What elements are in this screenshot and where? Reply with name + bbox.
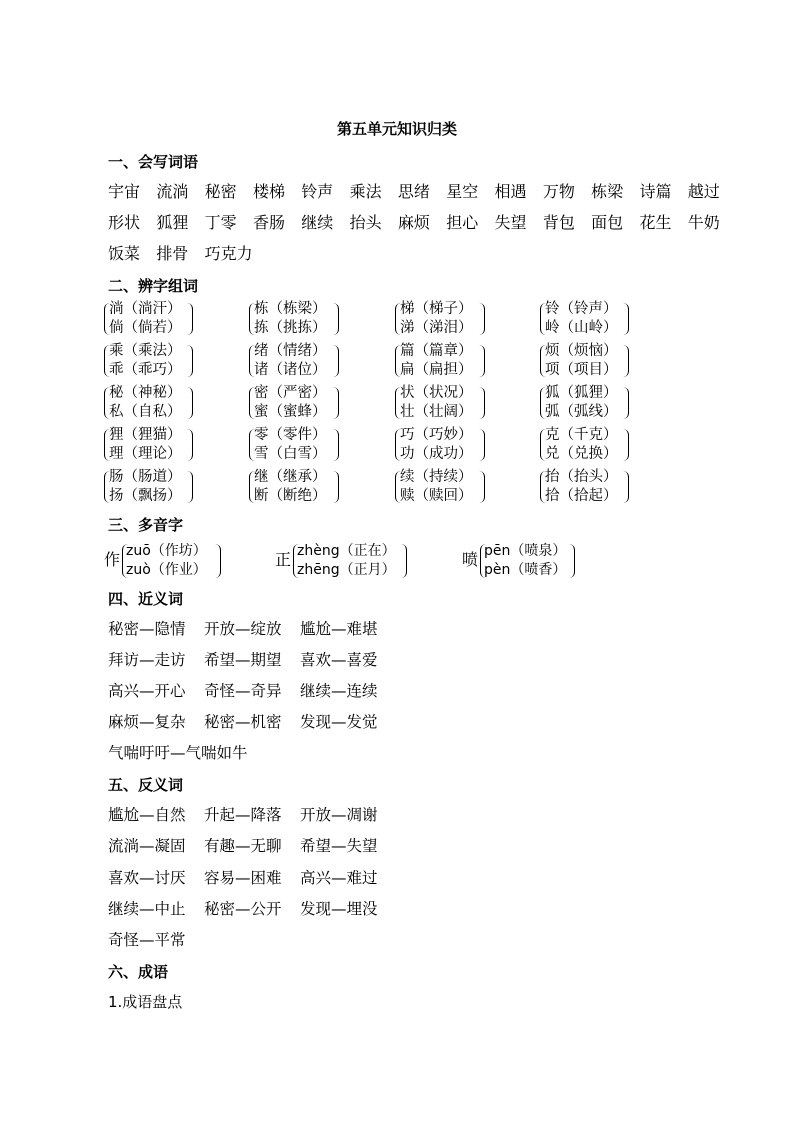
antonym-pair: 喜欢—讨厌 <box>108 869 186 887</box>
page-title: 第五单元知识归类 <box>336 120 457 138</box>
char-pair <box>395 468 505 508</box>
antonym-pair: 发现—埋没 <box>300 900 378 918</box>
pair-line: 狐（狐狸） <box>545 385 618 401</box>
reading: zhēng（正月） <box>297 562 396 578</box>
char-pair <box>249 468 359 508</box>
synonym-pair: 气喘吁吁—气喘如牛 <box>108 744 248 762</box>
antonym-pair: 尴尬—自然 <box>108 806 186 824</box>
polyphone-group <box>462 540 582 582</box>
synonym-pair: 尴尬—难堪 <box>300 620 378 638</box>
section-heading-polyphones: 三、多音字 <box>108 516 184 534</box>
synonym-pair: 秘密—机密 <box>204 713 282 731</box>
right-brace <box>186 429 193 461</box>
pair-line: 铃（铃声） <box>545 301 618 317</box>
word: 流淌 <box>156 182 189 201</box>
section-heading-distinguish-chars: 二、辨字组词 <box>108 277 199 295</box>
synonym-pair: 麻烦—复杂 <box>108 713 186 731</box>
word: 狐狸 <box>156 213 189 232</box>
char-pair <box>395 300 505 340</box>
pair-line: 零（零件） <box>254 427 327 443</box>
word: 相遇 <box>494 182 527 201</box>
pair-line: 兑（兑换） <box>545 446 618 462</box>
antonym-row <box>108 868 396 888</box>
section-heading-write-words: 一、会写词语 <box>108 153 199 171</box>
char-pair <box>104 300 214 340</box>
synonym-row <box>108 743 248 763</box>
right-brace <box>186 303 193 335</box>
word: 思绪 <box>397 182 430 201</box>
char-pair <box>104 426 214 466</box>
antonym-pair: 有趣—无聊 <box>204 837 282 855</box>
reading: zuò（作业） <box>126 562 207 578</box>
pair-line: 抬（抬头） <box>545 469 618 485</box>
word: 星空 <box>446 182 479 201</box>
synonym-row <box>108 712 396 732</box>
pair-line: 梯（梯子） <box>400 301 473 317</box>
synonym-row <box>108 681 396 701</box>
char-pair <box>104 342 214 382</box>
char-pair <box>249 426 359 466</box>
reading: zuō（作坊） <box>126 543 207 559</box>
pair-line: 理（理论） <box>109 446 182 462</box>
word: 万物 <box>542 182 575 201</box>
right-brace <box>622 345 629 377</box>
antonym-pair: 升起—降落 <box>204 806 282 824</box>
pair-line: 蜜（蜜蜂） <box>254 404 327 420</box>
pair-line: 肠（肠道） <box>109 469 182 485</box>
right-brace <box>478 429 485 461</box>
pair-line: 扬（飘扬） <box>109 488 182 504</box>
pair-line: 绪（情绪） <box>254 343 327 359</box>
pair-line: 继（继承） <box>254 469 327 485</box>
right-brace <box>622 471 629 503</box>
word: 宇宙 <box>108 182 141 201</box>
word: 花生 <box>639 213 672 232</box>
pair-line: 诸（诸位） <box>254 362 327 378</box>
pair-line: 续（持续） <box>400 469 473 485</box>
pair-line: 断（断绝） <box>254 488 327 504</box>
char-pair <box>249 342 359 382</box>
pair-line: 壮（壮阔） <box>400 404 473 420</box>
synonym-pair: 高兴—开心 <box>108 682 186 700</box>
synonym-pair: 继续—连续 <box>300 682 378 700</box>
word: 巧克力 <box>204 244 253 263</box>
right-brace <box>622 303 629 335</box>
word-row-3 <box>108 244 269 264</box>
word: 担心 <box>446 213 479 232</box>
char-pair <box>104 384 214 424</box>
right-brace <box>478 345 485 377</box>
word: 铃声 <box>301 182 334 201</box>
word: 秘密 <box>204 182 237 201</box>
pair-line: 密（严密） <box>254 385 327 401</box>
right-brace <box>622 429 629 461</box>
polyphone-char: 喷 <box>462 550 479 569</box>
right-brace <box>214 544 221 578</box>
polyphone-char: 作 <box>104 550 121 569</box>
word-row-1 <box>108 182 736 202</box>
char-pair <box>540 426 650 466</box>
word: 排骨 <box>156 244 189 263</box>
pair-line: 秘（神秘） <box>109 385 182 401</box>
synonym-pair: 秘密—隐情 <box>108 620 186 638</box>
antonym-pair: 秘密—公开 <box>204 900 282 918</box>
char-pair <box>540 300 650 340</box>
synonym-pair: 发现—发觉 <box>300 713 378 731</box>
right-brace <box>332 387 339 419</box>
word: 失望 <box>494 213 527 232</box>
pair-line: 烦（烦恼） <box>545 343 618 359</box>
polyphone-group <box>104 540 224 582</box>
word: 抬头 <box>349 213 382 232</box>
pair-line: 私（自私） <box>109 404 182 420</box>
right-brace <box>186 345 193 377</box>
antonym-pair: 奇怪—平常 <box>108 931 186 949</box>
pair-line: 乘（乘法） <box>109 343 182 359</box>
word: 乘法 <box>349 182 382 201</box>
right-brace <box>478 471 485 503</box>
synonym-pair: 希望—期望 <box>204 651 282 669</box>
right-brace <box>568 544 575 578</box>
pair-line: 巧（巧妙） <box>400 427 473 443</box>
antonym-pair: 流淌—凝固 <box>108 837 186 855</box>
pair-line: 赎（赎回） <box>400 488 473 504</box>
word: 丁零 <box>204 213 237 232</box>
pair-line: 功（成功） <box>400 446 473 462</box>
reading: zhèng（正在） <box>297 543 396 559</box>
char-pair <box>540 342 650 382</box>
char-pair <box>540 468 650 508</box>
word: 形状 <box>108 213 141 232</box>
pair-line: 拣（挑拣） <box>254 320 327 336</box>
antonym-row <box>108 899 396 919</box>
right-brace <box>332 471 339 503</box>
synonym-row <box>108 650 396 670</box>
pair-line: 扁（扁担） <box>400 362 473 378</box>
antonym-pair: 高兴—难过 <box>300 869 378 887</box>
reading: pèn（喷香） <box>484 562 567 578</box>
pair-line: 狸（狸猫） <box>109 427 182 443</box>
pair-line: 克（千克） <box>545 427 618 443</box>
word-row-2 <box>108 213 736 233</box>
right-brace <box>186 387 193 419</box>
synonym-row <box>108 619 396 639</box>
char-pair <box>249 300 359 340</box>
word: 麻烦 <box>397 213 430 232</box>
right-brace <box>332 345 339 377</box>
word: 饭菜 <box>108 244 141 263</box>
pair-line: 雪（白雪） <box>254 446 327 462</box>
antonym-pair: 继续—中止 <box>108 900 186 918</box>
synonym-pair: 开放—绽放 <box>204 620 282 638</box>
word: 楼梯 <box>252 182 285 201</box>
right-brace <box>478 387 485 419</box>
char-pair <box>249 384 359 424</box>
pair-line: 弧（弧线） <box>545 404 618 420</box>
reading: pēn（喷泉） <box>484 543 567 559</box>
synonym-pair: 拜访—走访 <box>108 651 186 669</box>
char-pair <box>395 384 505 424</box>
char-pair <box>540 384 650 424</box>
antonym-row <box>108 930 186 950</box>
right-brace <box>400 544 407 578</box>
polyphone-char: 正 <box>275 550 292 569</box>
right-brace <box>186 471 193 503</box>
pair-line: 篇（篇章） <box>400 343 473 359</box>
char-pair <box>104 468 214 508</box>
idiom-subheading: 1.成语盘点 <box>108 993 183 1011</box>
antonym-row <box>108 805 396 825</box>
word: 继续 <box>301 213 334 232</box>
antonym-pair: 希望—失望 <box>300 837 378 855</box>
char-pair <box>395 342 505 382</box>
word: 背包 <box>542 213 575 232</box>
char-pair <box>395 426 505 466</box>
pair-line: 拾（拾起） <box>545 488 618 504</box>
pair-line: 涕（涕泪） <box>400 320 473 336</box>
pair-line: 岭（山岭） <box>545 320 618 336</box>
synonym-pair: 喜欢—喜爱 <box>300 651 378 669</box>
word: 牛奶 <box>687 213 720 232</box>
word: 面包 <box>591 213 624 232</box>
section-heading-idioms: 六、成语 <box>108 963 169 981</box>
right-brace <box>478 303 485 335</box>
antonym-row <box>108 836 396 856</box>
pair-line: 乖（乖巧） <box>109 362 182 378</box>
right-brace <box>332 303 339 335</box>
char-pair-grid <box>104 300 644 512</box>
section-heading-antonyms: 五、反义词 <box>108 776 184 794</box>
polyphone-group <box>275 540 415 582</box>
word: 栋梁 <box>591 182 624 201</box>
right-brace <box>622 387 629 419</box>
right-brace <box>332 429 339 461</box>
word: 诗篇 <box>639 182 672 201</box>
pair-line: 栋（栋梁） <box>254 301 327 317</box>
antonym-pair: 容易—困难 <box>204 869 282 887</box>
section-heading-synonyms: 四、近义词 <box>108 590 184 608</box>
word: 香肠 <box>252 213 285 232</box>
synonym-pair: 奇怪—奇异 <box>204 682 282 700</box>
pair-line: 状（状况） <box>400 385 473 401</box>
pair-line: 淌（淌汗） <box>109 301 182 317</box>
word: 越过 <box>687 182 720 201</box>
pair-line: 项（项目） <box>545 362 618 378</box>
antonym-pair: 开放—凋谢 <box>300 806 378 824</box>
pair-line: 倘（倘若） <box>109 320 182 336</box>
